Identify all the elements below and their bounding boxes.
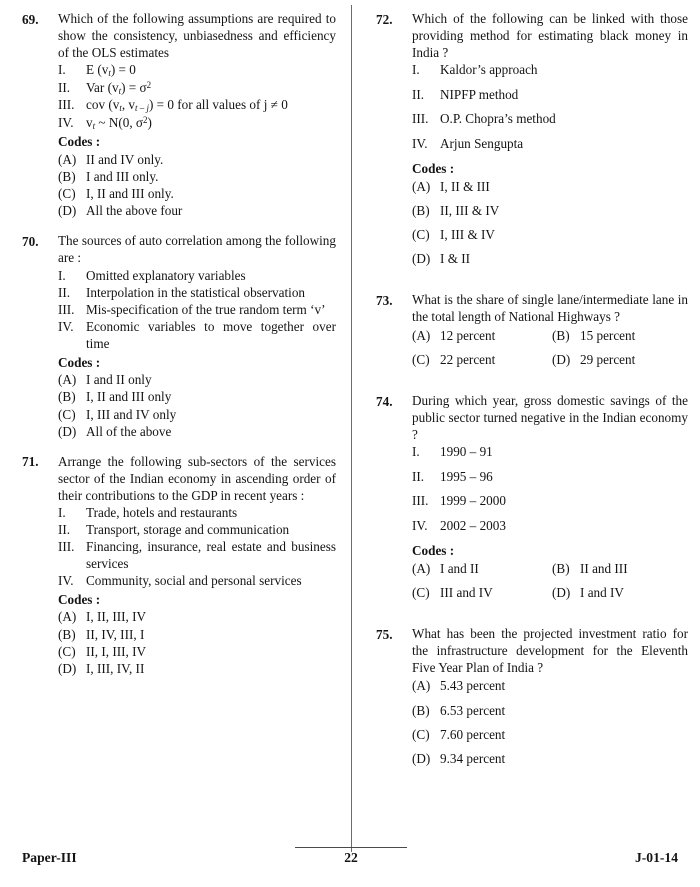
statement-item (58, 505, 336, 522)
option-item[interactable] (412, 250, 688, 267)
question-block (22, 454, 336, 677)
option-text: I & II (440, 251, 471, 267)
option-key: (C) (412, 584, 430, 600)
statement-marker: III. (58, 97, 75, 113)
codes-label: Codes : (58, 134, 101, 150)
option-item[interactable] (58, 660, 336, 677)
option-key: (C) (58, 186, 76, 202)
statement-text: Community, social and personal services (86, 572, 302, 588)
option-key: (A) (58, 151, 77, 167)
codes-label: Codes : (58, 354, 101, 370)
statement-item (412, 493, 688, 510)
footer-paper-label: Paper-III (22, 850, 77, 865)
statement-item (412, 469, 688, 486)
statement-item (412, 62, 688, 79)
left-column (0, 0, 350, 852)
question-stem: Arrange the following sub-sectors of the services sector of the Indian economy in ascending order of their contributions to the GDP in recent years : (58, 453, 336, 503)
codes-label: Codes : (58, 591, 101, 607)
option-key: (C) (412, 726, 430, 742)
option-key: (D) (58, 660, 77, 676)
statement-marker: III. (412, 493, 429, 509)
question-stem: The sources of auto correlation among the following are : (58, 233, 336, 266)
codes-label: Codes : (412, 543, 455, 559)
statement-text: Economic variables to move together over time (86, 318, 336, 351)
option-key: (D) (412, 750, 431, 766)
question-number: 71. (22, 454, 39, 470)
statement-list (412, 444, 688, 534)
question-block (376, 292, 688, 375)
option-list (412, 178, 688, 268)
option-key: (C) (58, 406, 76, 422)
option-text: III and IV (440, 584, 493, 600)
option-item[interactable] (58, 643, 336, 660)
option-text: II, III & IV (440, 202, 500, 218)
question-number: 74. (376, 393, 393, 409)
question-block (376, 11, 688, 274)
option-key: (B) (58, 389, 76, 405)
option-item[interactable] (58, 185, 336, 202)
statement-marker: I. (58, 62, 66, 78)
option-key: (C) (412, 227, 430, 243)
footer-page-number: 22 (344, 850, 358, 865)
footer-rule (295, 847, 407, 848)
statement-text: Mis-specification of the true random term ‘v’ (86, 301, 326, 317)
question-body (412, 626, 688, 774)
statement-marker: IV. (58, 114, 74, 130)
option-row (412, 327, 688, 344)
option-item[interactable] (412, 750, 688, 767)
statement-list (58, 268, 336, 353)
question-stem: Which of the following can be linked with those providing method for estimating black money in India ? (412, 11, 688, 60)
footer-paper-code: J-01-14 (634, 850, 678, 865)
option-text: I and II (440, 560, 479, 576)
statement-item (58, 522, 336, 539)
statement-marker: IV. (412, 517, 428, 533)
statement-marker: II. (58, 79, 71, 95)
option-key: (A) (412, 678, 431, 694)
option-item[interactable] (412, 178, 688, 195)
option-item[interactable] (58, 406, 336, 423)
option-item[interactable] (412, 584, 552, 601)
option-text: 6.53 percent (440, 702, 506, 718)
option-key: (D) (58, 423, 77, 439)
option-item[interactable] (552, 584, 688, 601)
statement-marker: I. (58, 267, 66, 283)
option-list (412, 327, 688, 368)
statement-text: Interpolation in the statistical observation (86, 284, 306, 300)
statement-item (58, 115, 336, 132)
option-text: 15 percent (580, 327, 636, 343)
option-text: 7.60 percent (440, 726, 506, 742)
statement-item (58, 80, 336, 97)
option-item[interactable] (58, 371, 336, 388)
option-key: (B) (412, 202, 430, 218)
option-item[interactable] (412, 202, 688, 219)
statement-item (58, 285, 336, 302)
option-text: 12 percent (440, 327, 496, 343)
option-text: I and III only. (86, 169, 159, 184)
option-text: I and II only (86, 372, 152, 388)
statement-text: 1999 – 2000 (440, 493, 506, 509)
option-list (412, 560, 688, 601)
statement-item (412, 111, 688, 128)
statement-item (412, 136, 688, 153)
option-item[interactable] (412, 560, 552, 577)
statement-text: Var $(v_t) = \sigma^2$ (86, 79, 152, 96)
option-text: I, II & III (440, 178, 490, 194)
question-body (412, 11, 688, 274)
option-item[interactable] (552, 351, 688, 368)
statement-text: 2002 – 2003 (440, 517, 506, 533)
question-block (22, 233, 336, 439)
statement-item (412, 518, 688, 535)
question-stem: During which year, gross domestic savings of the public sector turned negative in the Indian economy ? (412, 393, 688, 442)
option-item[interactable] (58, 626, 336, 643)
statement-marker: II. (412, 86, 425, 102)
option-text: 9.34 percent (440, 750, 506, 766)
option-text: II and III (580, 560, 628, 576)
statement-marker: I. (412, 444, 420, 460)
statement-text: Trade, hotels and restaurants (86, 505, 238, 521)
page-footer (0, 847, 700, 873)
statement-text: Omitted explanatory variables (86, 267, 246, 283)
option-key: (A) (58, 609, 77, 625)
question-number: 75. (376, 626, 393, 642)
option-text: I, II, III, IV (86, 609, 147, 625)
option-list (58, 371, 336, 440)
statement-list (58, 505, 336, 590)
option-item[interactable] (412, 726, 688, 743)
statement-item (58, 539, 336, 573)
statement-text: Transport, storage and communication (86, 522, 290, 538)
option-key: (C) (412, 351, 430, 367)
statement-marker: II. (58, 284, 71, 300)
option-key: (B) (552, 560, 570, 576)
statement-marker: IV. (58, 572, 74, 588)
statement-marker: I. (58, 505, 66, 521)
option-key: (A) (412, 178, 431, 194)
option-text: II, I, III, IV (86, 643, 147, 659)
option-row (412, 584, 688, 601)
question-body (58, 454, 336, 677)
option-text: 29 percent (580, 351, 636, 367)
option-item[interactable] (412, 702, 688, 719)
question-body (412, 393, 688, 608)
option-text: All the above four (86, 203, 183, 219)
option-key: (B) (412, 702, 430, 718)
option-item[interactable] (412, 677, 688, 694)
option-list (58, 608, 336, 677)
statement-text: E $(v_t) = 0$ (86, 62, 136, 79)
option-text: I, II and III only. (86, 186, 174, 202)
option-text: 5.43 percent (440, 678, 506, 694)
option-list (412, 677, 688, 767)
option-text: II and IV only. (86, 151, 164, 167)
option-item[interactable] (58, 151, 336, 168)
statement-item (412, 444, 688, 461)
statement-marker: II. (412, 468, 425, 484)
statement-text: NIPFP method (440, 86, 519, 102)
statement-item (412, 87, 688, 104)
option-text: II, IV, III, I (86, 626, 145, 642)
question-block (376, 393, 688, 608)
option-item[interactable] (58, 202, 336, 219)
option-item[interactable] (412, 351, 552, 368)
option-key: (A) (412, 327, 431, 343)
statement-text: cov ($v_t$, $v_{t - j}) = 0$ for all values of j ≠ 0 (86, 97, 288, 114)
statement-item (58, 319, 336, 353)
option-text: 22 percent (440, 351, 496, 367)
option-item[interactable] (412, 327, 552, 344)
question-stem: Which of the following assumptions are required to show the consistency, unbiasedness and efficiency of the OLS estimates (58, 11, 336, 60)
option-item[interactable] (412, 226, 688, 243)
option-item[interactable] (58, 388, 336, 405)
option-key: (A) (58, 372, 77, 388)
codes-label: Codes : (412, 161, 455, 177)
question-number: 70. (22, 233, 39, 249)
option-text: I, III & IV (440, 227, 495, 243)
option-key: (D) (552, 584, 571, 600)
statement-marker: IV. (58, 318, 74, 334)
option-key: (D) (552, 351, 571, 367)
option-key: (D) (58, 203, 77, 219)
statement-text: Kaldor’s approach (440, 62, 538, 78)
option-list (58, 151, 336, 220)
statement-marker: III. (412, 111, 429, 127)
option-key: (D) (412, 251, 431, 267)
question-number: 73. (376, 292, 393, 308)
option-text: I, III and IV only (86, 406, 177, 422)
statement-text: Financing, insurance, real estate and business services (86, 539, 336, 572)
statement-text: $v_t$ ~ N(0, $\sigma^2$) (86, 114, 152, 131)
statement-text: 1995 – 96 (440, 468, 493, 484)
statement-item (58, 573, 336, 590)
statement-text: 1990 – 91 (440, 444, 493, 460)
question-body (58, 233, 336, 439)
question-body (412, 292, 688, 375)
option-item[interactable] (552, 327, 688, 344)
question-number: 72. (376, 11, 393, 27)
option-text: All of the above (86, 423, 172, 439)
statement-marker: I. (412, 62, 420, 78)
question-number: 69. (22, 11, 39, 27)
option-text: I, II and III only (86, 389, 172, 405)
option-text: I and IV (580, 584, 624, 600)
statement-item (58, 97, 336, 114)
option-item[interactable] (58, 608, 336, 625)
statement-list (58, 62, 336, 132)
option-key: (B) (58, 626, 76, 642)
option-text: I, III, IV, II (86, 660, 145, 676)
statement-item (58, 62, 336, 79)
option-item[interactable] (552, 560, 688, 577)
statement-list (412, 62, 688, 152)
statement-marker: III. (58, 539, 75, 555)
statement-text: Arjun Sengupta (440, 135, 524, 151)
statement-marker: III. (58, 301, 75, 317)
option-key: (A) (412, 560, 431, 576)
question-block (22, 11, 336, 219)
question-block (376, 626, 688, 774)
option-row (412, 560, 688, 577)
option-item[interactable] (58, 423, 336, 440)
option-key: (B) (58, 169, 76, 184)
statement-text: O.P. Chopra’s method (440, 111, 556, 127)
option-item[interactable] (58, 168, 336, 185)
statement-item (58, 302, 336, 319)
question-body (58, 11, 336, 219)
option-key: (C) (58, 643, 76, 659)
statement-item (58, 268, 336, 285)
question-stem: What has been the projected investment ratio for the infrastructure development for the Eleventh Five Year Plan of India ? (412, 626, 688, 675)
option-key: (B) (552, 327, 570, 343)
question-stem: What is the share of single lane/intermediate lane in the total length of National Highways ? (412, 292, 688, 325)
option-row (412, 351, 688, 368)
statement-marker: II. (58, 522, 71, 538)
right-column (350, 0, 700, 852)
statement-marker: IV. (412, 135, 428, 151)
